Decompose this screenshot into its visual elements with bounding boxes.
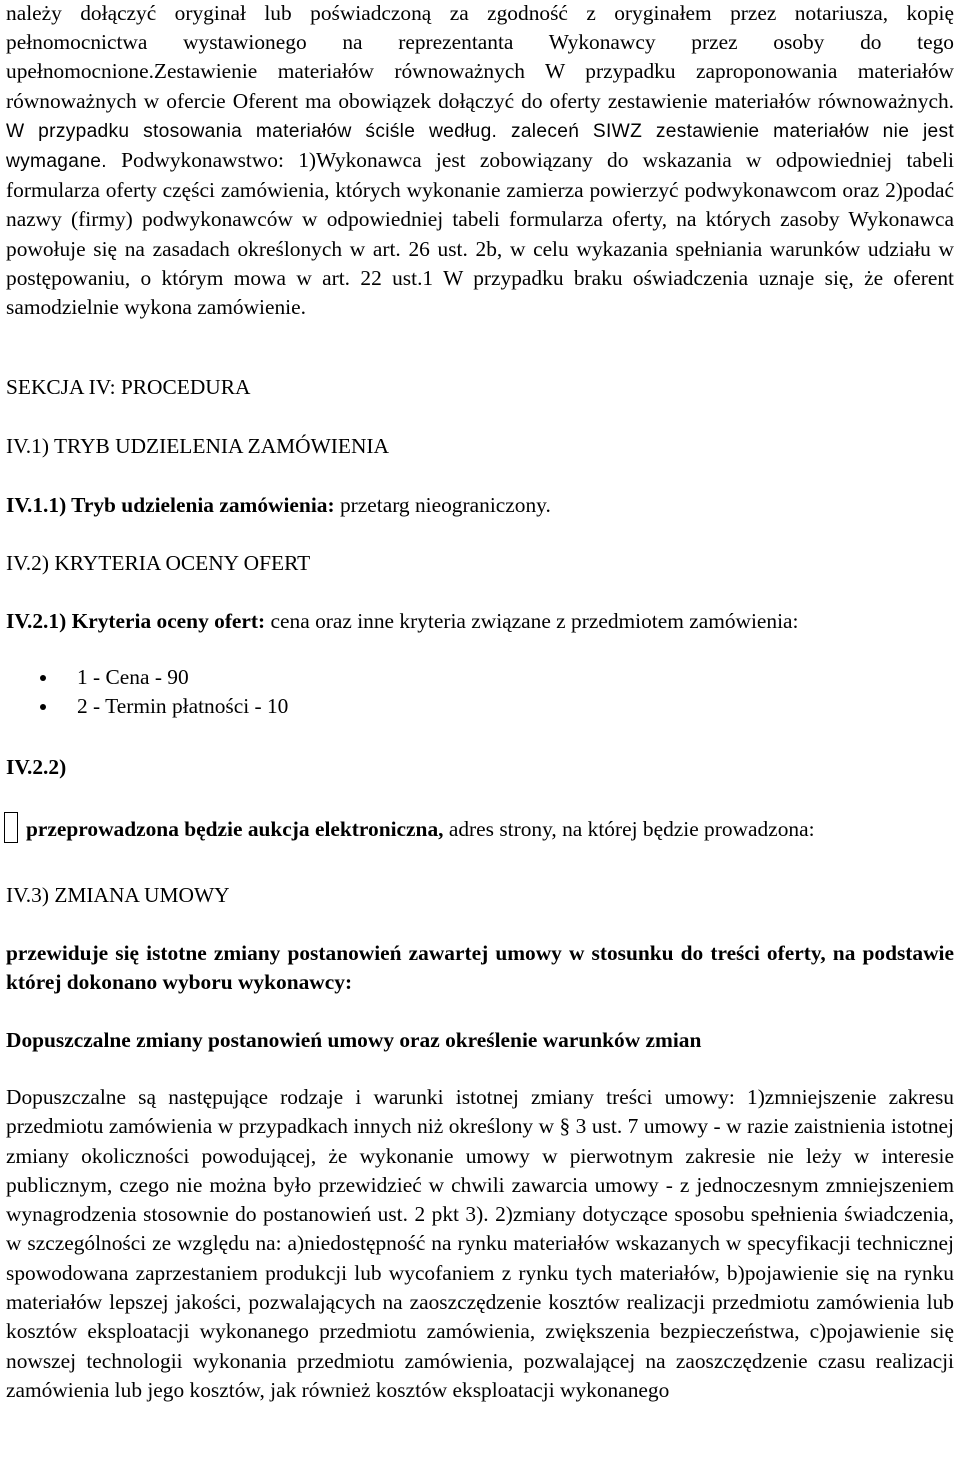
iv3-body-block: [6, 1083, 954, 1405]
auction-label: przeprowadzona będzie aukcja elektroniczna,: [26, 817, 444, 841]
equivalent-materials-text: Zestawienie materiałów równoważnych W przypadku zaproponowania materiałów równoważnych w ofercie Oferent ma obowiązek dołączyć do oferty zestawienie materiałów równoważnych.: [6, 59, 954, 113]
criterion-label: 1 - Cena - 90: [77, 665, 189, 689]
siwz-text: W przypadku stosowania materiałów ściśle według. zaleceń SIWZ zestawienie materiałów nie jest wymagane.: [6, 120, 954, 173]
iv3-bold-text: przewiduje się istotne zmiany postanowień zawartej umowy w stosunku do treści oferty, na podstawie której dokonano wyboru wykonawcy:: [6, 941, 954, 995]
iv21-value: cena oraz inne kryteria związane z przedmiotem zamówienia:: [270, 609, 799, 633]
iv11-value: przetarg nieograniczony.: [339, 493, 551, 517]
iv3-subheading: [6, 1026, 701, 1054]
iv11-row: [6, 491, 551, 519]
list-item: [40, 692, 288, 721]
bullet-icon: [40, 704, 46, 710]
criterion-label: 2 - Termin płatności - 10: [77, 694, 289, 718]
iv22-label-text: IV.2.2): [6, 755, 67, 779]
auction-checkbox-icon: [4, 812, 18, 843]
auction-value: adres strony, na której będzie prowadzona:: [448, 817, 815, 841]
iv2-heading: IV.2) KRYTERIA OCENY OFERT: [6, 551, 311, 575]
iv3-heading: IV.3) ZMIANA UMOWY: [6, 883, 230, 907]
iv21-label: IV.2.1) Kryteria oceny ofert:: [6, 609, 266, 633]
iv22-label: [6, 753, 66, 781]
poa-text: należy dołączyć oryginał lub poświadczoną za zgodność z oryginałem przez notariusza, kopię pełnomocnictwa wystawionego na reprezentanta Wykonawcy przez osoby do tego upełnomocnione.: [6, 1, 954, 84]
iv3-body-text: Dopuszczalne są następujące rodzaje i warunki istotnej zmiany treści umowy: 1)zmniejszenie zakresu przedmiotu zamówienia w przypadkach innych niż określony w § 3 ust. 7 umowy - w razie zaistnienia istotnej zmiany okoliczności powodującej, że wykonanie umowy w pierwotnym zakresie nie leży w interesie publicznym, czego nie można było przewidzieć w chwili zawarcia umowy - z jednoczesnym zmniejszeniem wynagrodzenia stosownie do postanowień ust. 2 pkt 3). 2)zmiany dotyczące sposobu spełnienia świadczenia, w szczególności ze względu na: a)niedostępność na rynku materiałów wskazanych w specyfikacji technicznej spowodowana zaprzestaniem produkcji lub wycofaniem z rynku tych materiałów, b)pojawienie się na rynku materiałów lepszej jakości, pozwalających na zaoszczędzenie kosztów realizacji przedmiotu zamówienia lub kosztów eksploatacji wykonanego przedmiotu zamówienia, zwiększenia bezpieczeństwa, c)pojawienie się nowszej technologii wykonania przedmiotu zamówienia, pozwalającej na zaoszczędzenie czasu realizacji zamówienia lub jego kosztów, jak również kosztów eksploatacji wykonanego: [6, 1085, 954, 1402]
criteria-list: [40, 663, 288, 721]
subcontracting-text: Podwykonawstwo: 1)Wykonawca jest zobowiązany do wskazania w odpowiedniej tabeli formularza oferty części zamówienia, których wykonanie zamierza powierzyć podwykonawcom oraz 2)podać nazwy (firmy) podwykonawców w odpowiedniej tabeli formularza oferty, na których zasoby Wykonawca powołuje się na zasadach określonych w art. 26 ust. 2b, w celu wykazania spełniania warunków udziału w postępowaniu, o którym mowa w art. 22 ust.1 W przypadku braku oświadczenia uznaje się, że oferent samodzielnie wykona zamówienie.: [6, 148, 954, 320]
section-title: SEKCJA IV: PROCEDURA: [6, 375, 251, 399]
auction-row: [26, 815, 815, 843]
iv1-heading: IV.1) TRYB UDZIELENIA ZAMÓWIENIA: [6, 434, 390, 458]
iv3-bold-block: [6, 939, 954, 998]
bullet-icon: [40, 675, 46, 681]
intro-text: [6, 0, 954, 322]
iv3-subheading-text: Dopuszczalne zmiany postanowień umowy oraz określenie warunków zmian: [6, 1028, 702, 1052]
iv21-row: [6, 607, 799, 635]
list-item: [40, 663, 288, 692]
intro-paragraph: [6, 0, 954, 322]
iv11-label: IV.1.1) Tryb udzielenia zamówienia:: [6, 493, 335, 517]
